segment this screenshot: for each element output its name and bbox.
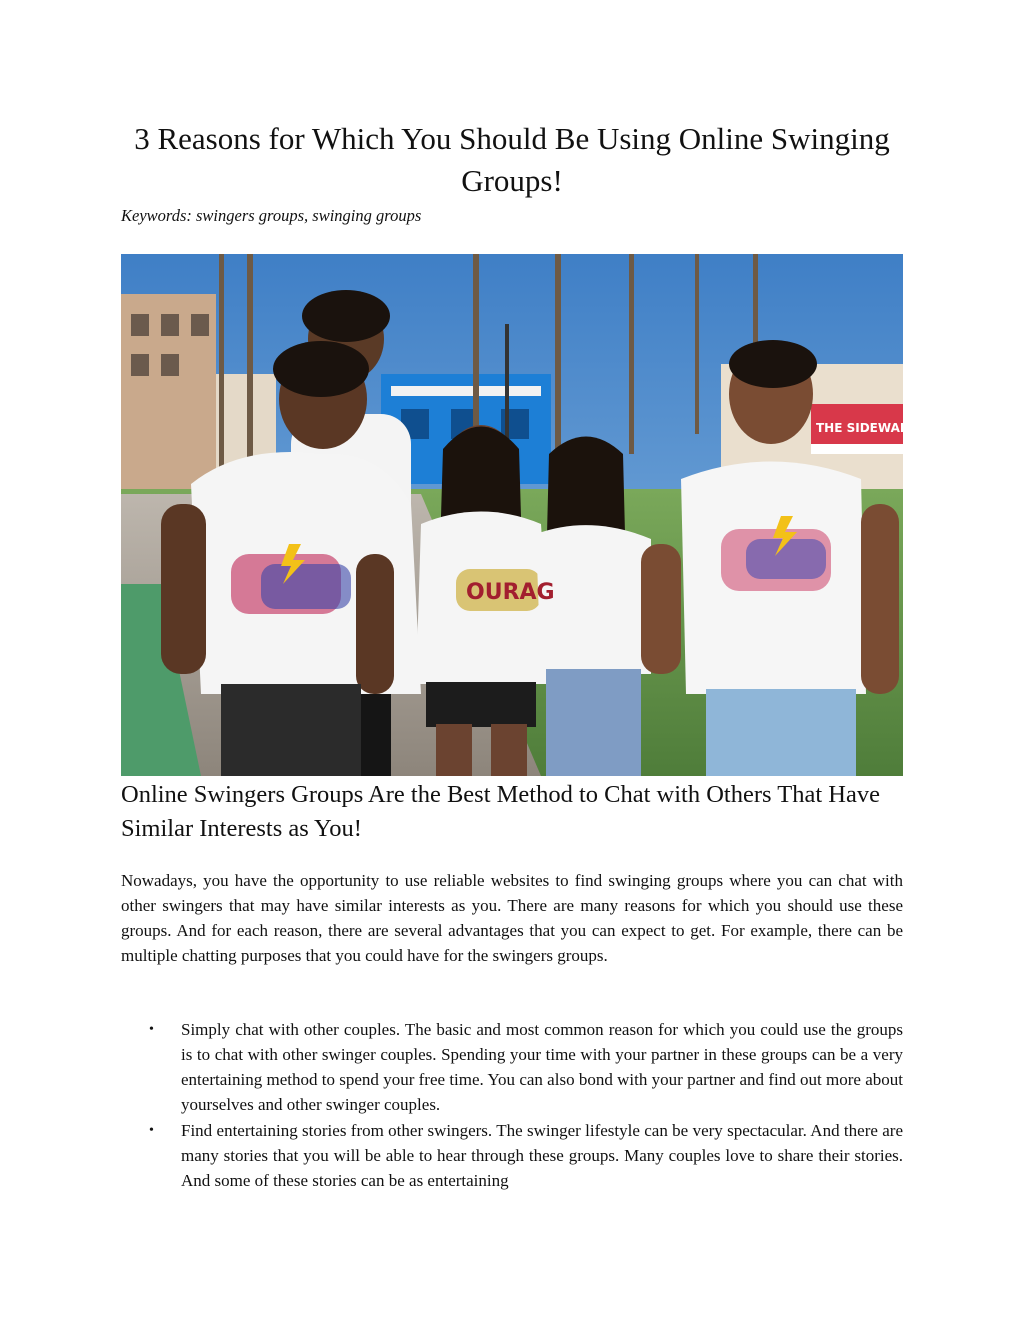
- list-item-text: Simply chat with other couples. The basic and most common reason for which you could use the groups is to chat with other swinger couples. Spending your time with your partner in these groups can be a very entertaining method to spend your free time. You can also bond with your partner and find out more about yourselves and other swinger couples.: [181, 1020, 903, 1114]
- group-photo: [121, 254, 917, 776]
- list-item: [121, 1017, 903, 1117]
- section-heading: Online Swingers Groups Are the Best Method to Chat with Others That Have Similar Interests as You!: [121, 781, 880, 842]
- list-item-text: Find entertaining stories from other swingers. The swinger lifestyle can be very spectacular. And there are many stories that you will be able to hear through these groups. Many couples love to share their stories. And some of these stories can be as entertaining: [181, 1121, 903, 1190]
- bullet-icon: •: [149, 1022, 154, 1037]
- intro-paragraph: Nowadays, you have the opportunity to use reliable websites to find swinging groups where you can chat with other swingers that may have similar interests as you. There are many reasons for which you should use these groups. And for each reason, there are several advantages that you can expect to get. For example, there can be multiple chatting purposes that you could have for the swingers groups.: [121, 871, 903, 965]
- reasons-list: [121, 1017, 903, 1194]
- shirt-lettering: OURAG: [466, 580, 555, 605]
- keywords-line: Keywords: swingers groups, swinging groups: [121, 206, 422, 225]
- bullet-icon: •: [149, 1123, 154, 1138]
- document-title: 3 Reasons for Which You Should Be Using Online Swinging Groups!: [134, 121, 890, 198]
- sidewalk-sign: THE SIDEWALK: [816, 421, 917, 435]
- list-item: [121, 1118, 903, 1193]
